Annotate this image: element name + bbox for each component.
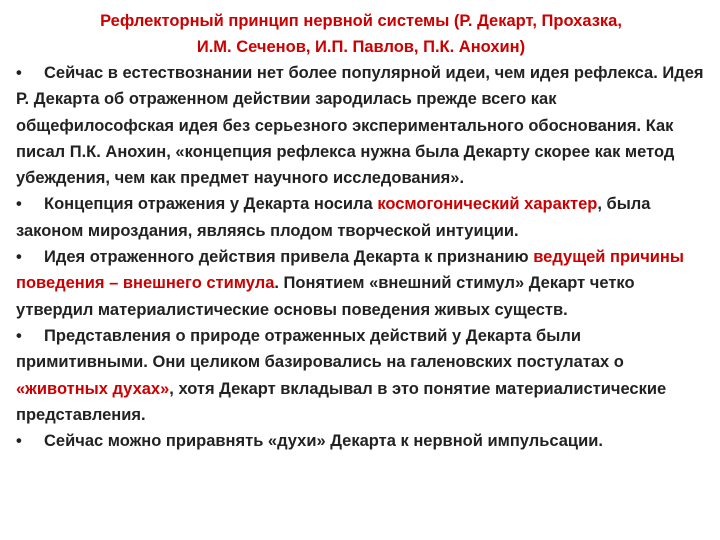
- paragraph-text: Идея отраженного действия привела Декарта к признанию: [44, 248, 534, 267]
- paragraph-text: Представления о природе отраженных действий у Декарта были примитивными. Они целиком базировались на галеновских постулатах о: [16, 326, 624, 372]
- slide-title: [16, 8, 706, 60]
- paragraph-text: Сейчас можно приравнять «духи» Декарта к нервной импульсации.: [44, 432, 603, 451]
- paragraph-1: [16, 60, 706, 191]
- slide-body: [16, 60, 706, 454]
- paragraph-text-cont: , хотя Декарт вкладывал в это понятие материалистические представления.: [16, 379, 667, 424]
- bullet-icon: •: [16, 64, 22, 82]
- slide-title-line-1: Рефлекторный принцип нервной системы (Р. Декарт, Прохазка,: [100, 12, 622, 30]
- paragraph-text-cont: . Понятием «внешний стимул» Декарт четко утвердил материалистические основы поведения живых существ.: [16, 274, 635, 319]
- bullet-icon: •: [16, 432, 22, 451]
- slide-title-line-2: И.М. Сеченов, И.П. Павлов, П.К. Анохин): [196, 38, 526, 56]
- paragraph-2: [16, 191, 706, 244]
- bullet-icon: •: [16, 195, 22, 214]
- bullet-icon: •: [16, 326, 22, 345]
- highlight-text: ведущей причины поведения – внешнего стимула: [16, 248, 684, 293]
- paragraph-4: [16, 323, 706, 428]
- highlight-text: космогонический характер: [377, 195, 598, 214]
- bullet-icon: •: [16, 248, 22, 267]
- paragraph-text-cont: , была законом мироздания, являясь плодом творческой интуиции.: [16, 195, 651, 240]
- paragraph-3: [16, 244, 706, 323]
- paragraph-5: [16, 428, 706, 454]
- slide: [16, 8, 706, 454]
- paragraph-text: Сейчас в естествознании нет более популярной идеи, чем идея рефлекса. Идея Р. Декарта об отраженном действии зародилась прежде всего как общефилософская идея без серьезного экспериментального обоснования. Как писал П.К. Анохин, «концепция рефлекса нужна была Декарту скорее как метод убеждения, чем как предмет научного исследования».: [16, 64, 704, 188]
- highlight-text: «животных духах»: [16, 379, 170, 398]
- paragraph-text: Концепция отражения у Декарта носила: [44, 195, 378, 214]
